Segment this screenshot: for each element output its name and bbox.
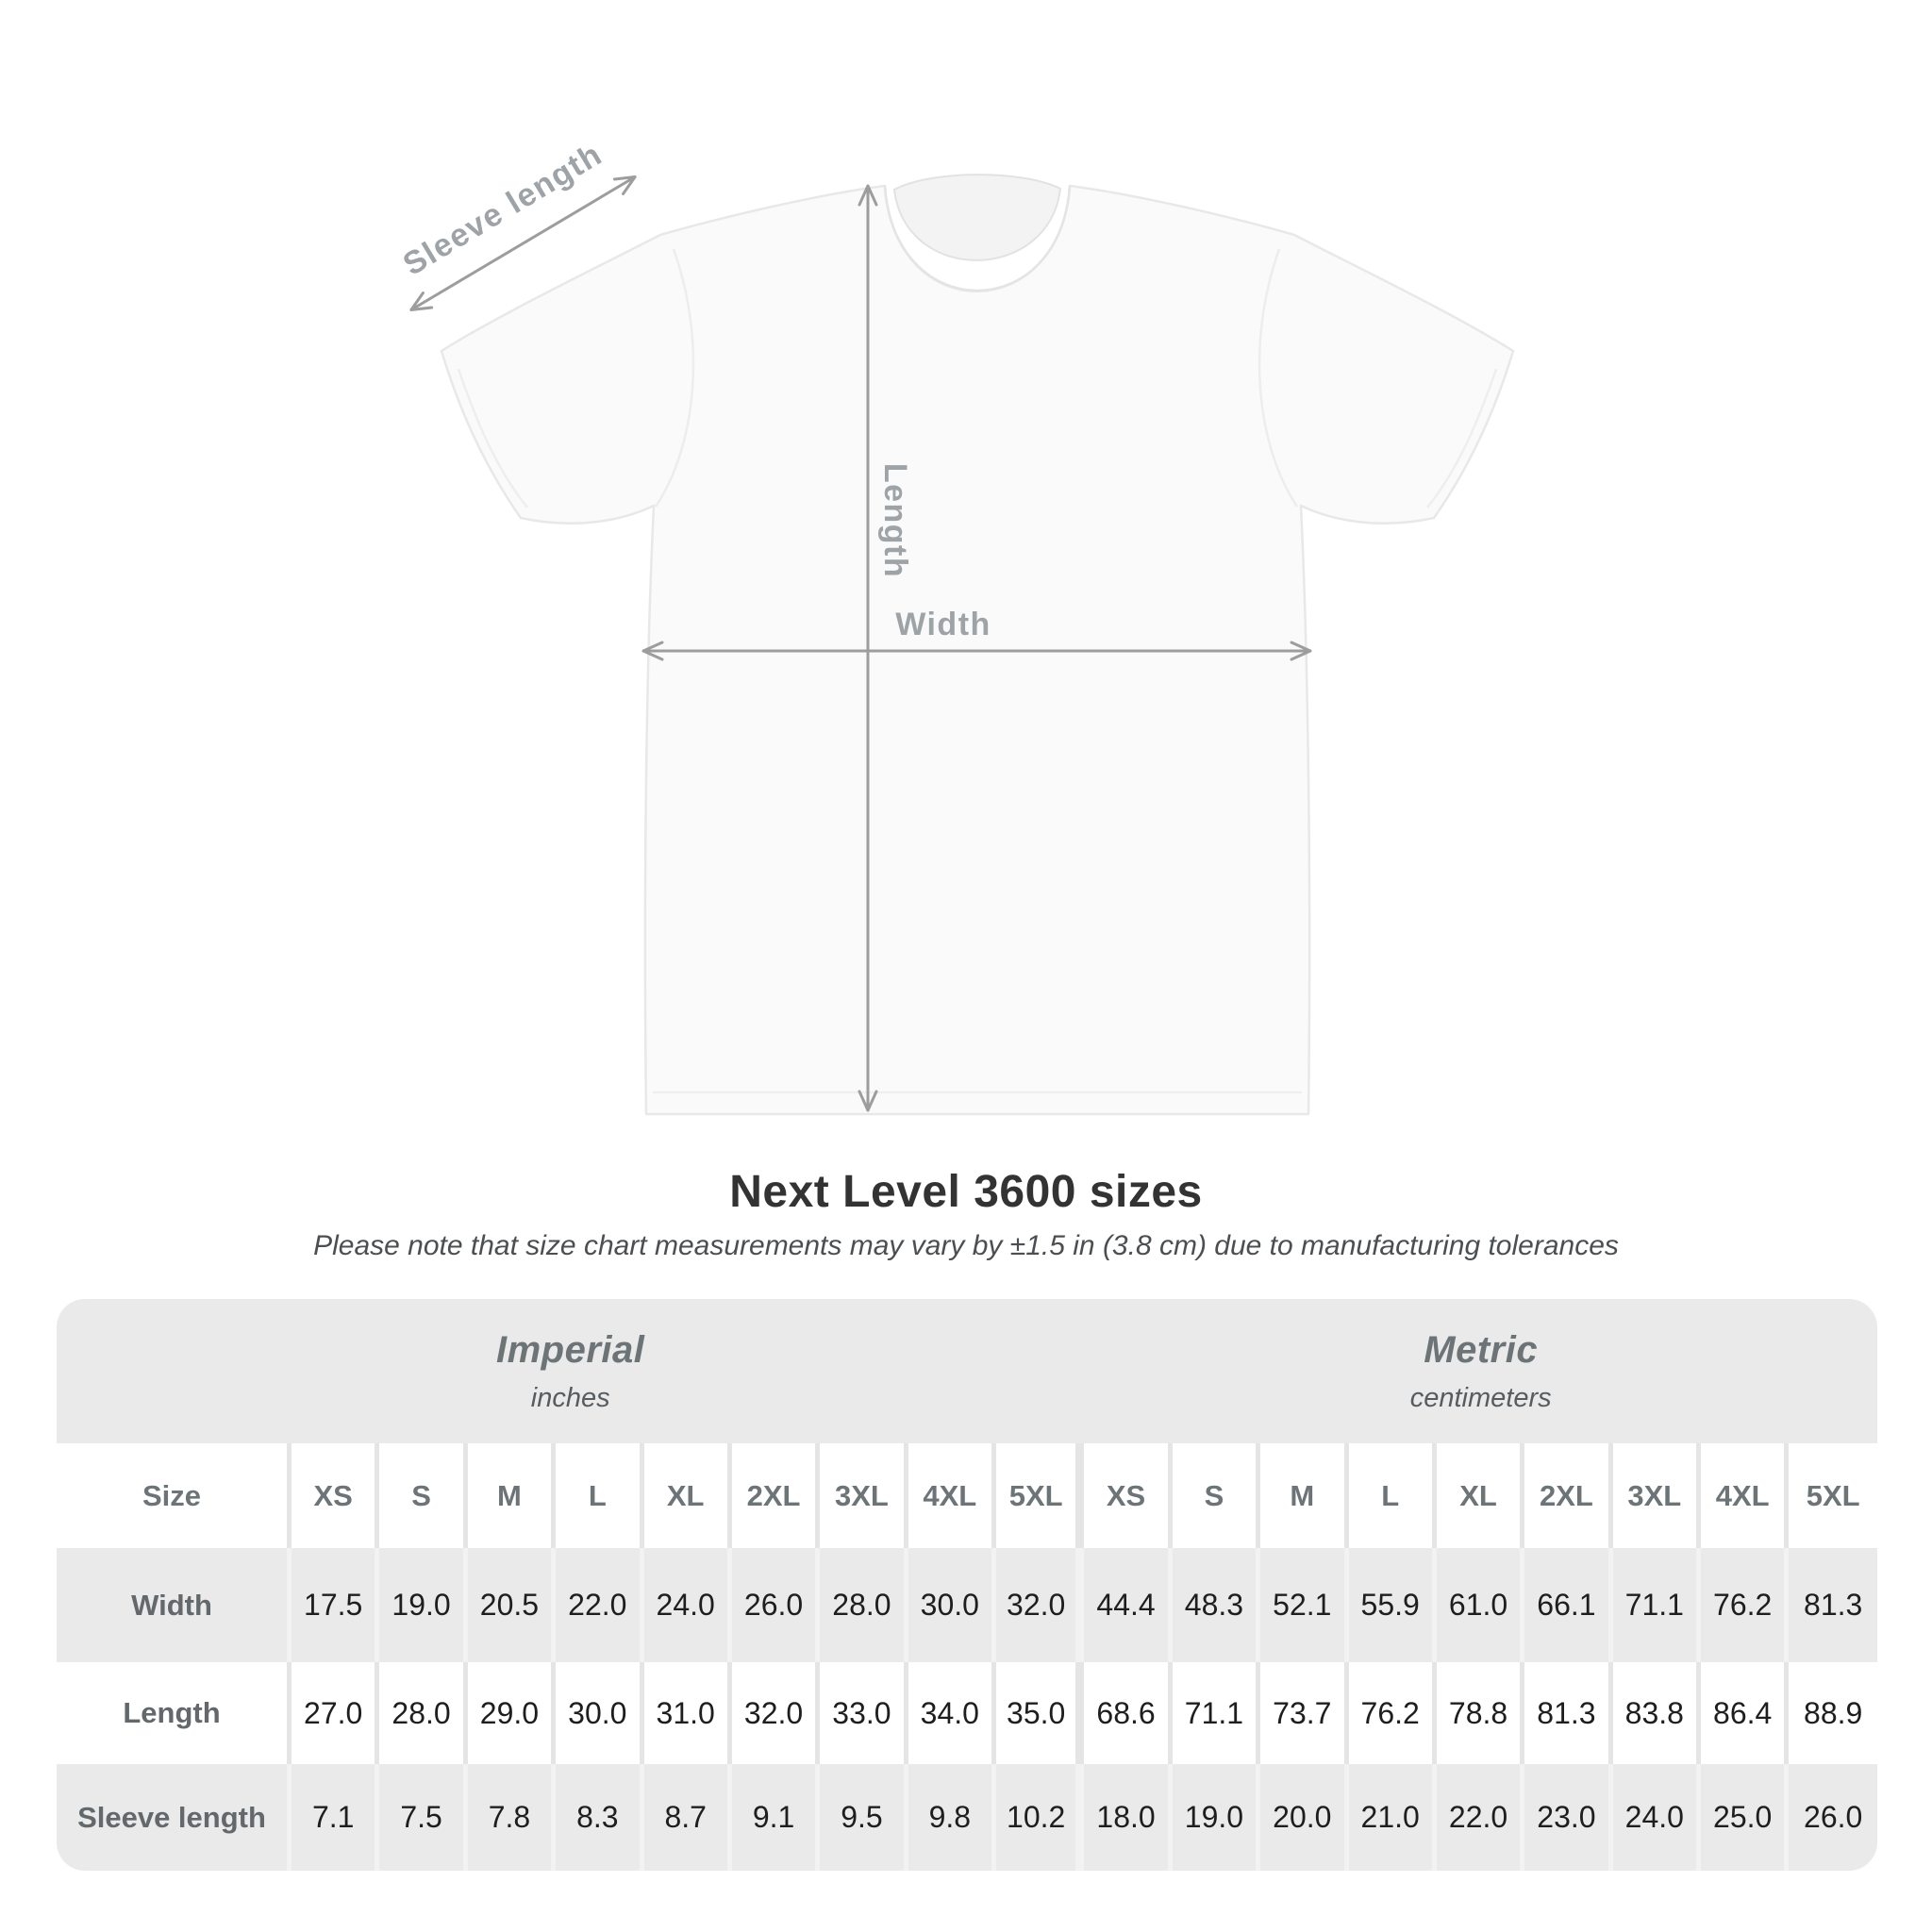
size-header-imperial: S <box>379 1443 467 1548</box>
table-cell: 25.0 <box>1701 1764 1789 1871</box>
table-cell: 9.8 <box>908 1764 996 1871</box>
size-header-imperial: 4XL <box>908 1443 996 1548</box>
size-table-grid <box>57 1299 1877 1871</box>
table-cell: 44.4 <box>1084 1548 1172 1662</box>
row-label-length: Length <box>57 1662 291 1764</box>
table-cell: 30.0 <box>908 1548 996 1662</box>
table-cell: 24.0 <box>1613 1764 1701 1871</box>
row-label-width: Width <box>57 1548 291 1662</box>
table-cell: 55.9 <box>1349 1548 1437 1662</box>
table-cell: 20.5 <box>468 1548 556 1662</box>
size-header-imperial: 2XL <box>732 1443 820 1548</box>
size-col-header: Size <box>57 1443 291 1548</box>
table-cell: 66.1 <box>1524 1548 1612 1662</box>
table-cell: 21.0 <box>1349 1764 1437 1871</box>
table-cell: 19.0 <box>379 1548 467 1662</box>
size-header-imperial: XL <box>644 1443 732 1548</box>
table-cell: 7.1 <box>291 1764 379 1871</box>
table-cell: 78.8 <box>1437 1662 1524 1764</box>
table-cell: 33.0 <box>820 1662 908 1764</box>
imperial-unit: inches <box>530 1383 610 1413</box>
table-cell: 8.7 <box>644 1764 732 1871</box>
table-cell: 10.2 <box>996 1764 1084 1871</box>
table-cell: 19.0 <box>1173 1764 1260 1871</box>
table-cell: 76.2 <box>1701 1548 1789 1662</box>
table-cell: 7.8 <box>468 1764 556 1871</box>
length-label: Length <box>877 462 913 579</box>
sleeve-length-label: Sleeve length <box>396 136 609 283</box>
table-cell: 71.1 <box>1173 1662 1260 1764</box>
table-cell: 81.3 <box>1524 1662 1612 1764</box>
size-header-imperial: 3XL <box>820 1443 908 1548</box>
size-header-metric: 5XL <box>1806 1478 1860 1512</box>
table-cell: 86.4 <box>1701 1662 1789 1764</box>
table-cell: 7.5 <box>379 1764 467 1871</box>
table-cell: 22.0 <box>1437 1764 1524 1871</box>
table-cell: 27.0 <box>291 1662 379 1764</box>
table-row-sleeve-length <box>57 1764 1877 1871</box>
table-cell: 48.3 <box>1173 1548 1260 1662</box>
table-cell: 32.0 <box>996 1548 1084 1662</box>
table-row-length <box>57 1662 1877 1764</box>
table-cell: 20.0 <box>1260 1764 1348 1871</box>
table-cell: 26.0 <box>732 1548 820 1662</box>
table-cell: 81.3 <box>1804 1588 1863 1622</box>
row-label-sleeve-length: Sleeve length <box>57 1764 291 1871</box>
size-header-imperial: L <box>556 1443 643 1548</box>
table-cell: 68.6 <box>1084 1662 1172 1764</box>
unit-header-row <box>57 1299 1877 1443</box>
size-header-metric: 3XL <box>1613 1443 1701 1548</box>
metric-header <box>1084 1299 1877 1443</box>
table-cell: 9.5 <box>820 1764 908 1871</box>
table-cell: 83.8 <box>1613 1662 1701 1764</box>
size-header-metric: M <box>1260 1443 1348 1548</box>
table-cell: 61.0 <box>1437 1548 1524 1662</box>
table-cell: 88.9 <box>1804 1695 1863 1730</box>
collar-opening <box>894 175 1060 260</box>
size-header-metric: XL <box>1437 1443 1524 1548</box>
imperial-header <box>57 1299 1084 1443</box>
size-header-metric: L <box>1349 1443 1437 1548</box>
size-header-metric: XS <box>1084 1443 1172 1548</box>
page-title: Next Level 3600 sizes <box>729 1167 1203 1217</box>
table-cell: 76.2 <box>1349 1662 1437 1764</box>
table-cell: 24.0 <box>644 1548 732 1662</box>
size-header-metric: 2XL <box>1524 1443 1612 1548</box>
table-row-width <box>57 1548 1877 1662</box>
table-cell: 32.0 <box>732 1662 820 1764</box>
size-header-metric: 4XL <box>1701 1443 1789 1548</box>
size-header-row <box>57 1443 1877 1548</box>
metric-label: Metric <box>1424 1329 1539 1371</box>
table-cell: 71.1 <box>1613 1548 1701 1662</box>
table-cell: 9.1 <box>732 1764 820 1871</box>
table-cell: 22.0 <box>556 1548 643 1662</box>
size-header-imperial: XS <box>291 1443 379 1548</box>
table-cell: 52.1 <box>1260 1548 1348 1662</box>
metric-unit: centimeters <box>1409 1383 1552 1413</box>
table-cell: 73.7 <box>1260 1662 1348 1764</box>
width-label: Width <box>895 607 991 642</box>
size-header-imperial: M <box>468 1443 556 1548</box>
size-header-imperial: 5XL <box>996 1443 1084 1548</box>
table-cell: 30.0 <box>556 1662 643 1764</box>
table-cell: 26.0 <box>1804 1800 1863 1834</box>
table-cell: 35.0 <box>996 1662 1084 1764</box>
table-cell: 29.0 <box>468 1662 556 1764</box>
table-cell: 17.5 <box>291 1548 379 1662</box>
size-header-metric: S <box>1173 1443 1260 1548</box>
table-cell: 28.0 <box>379 1662 467 1764</box>
tolerance-note: Please note that size chart measurements may vary by ±1.5 in (3.8 cm) due to manufacturing tolerances <box>313 1230 1619 1261</box>
table-cell: 8.3 <box>556 1764 643 1871</box>
size-table <box>57 1299 1877 1871</box>
table-cell: 18.0 <box>1084 1764 1172 1871</box>
table-cell: 23.0 <box>1524 1764 1612 1871</box>
table-cell: 31.0 <box>644 1662 732 1764</box>
imperial-label: Imperial <box>495 1329 645 1371</box>
table-cell: 28.0 <box>820 1548 908 1662</box>
table-cell: 34.0 <box>908 1662 996 1764</box>
